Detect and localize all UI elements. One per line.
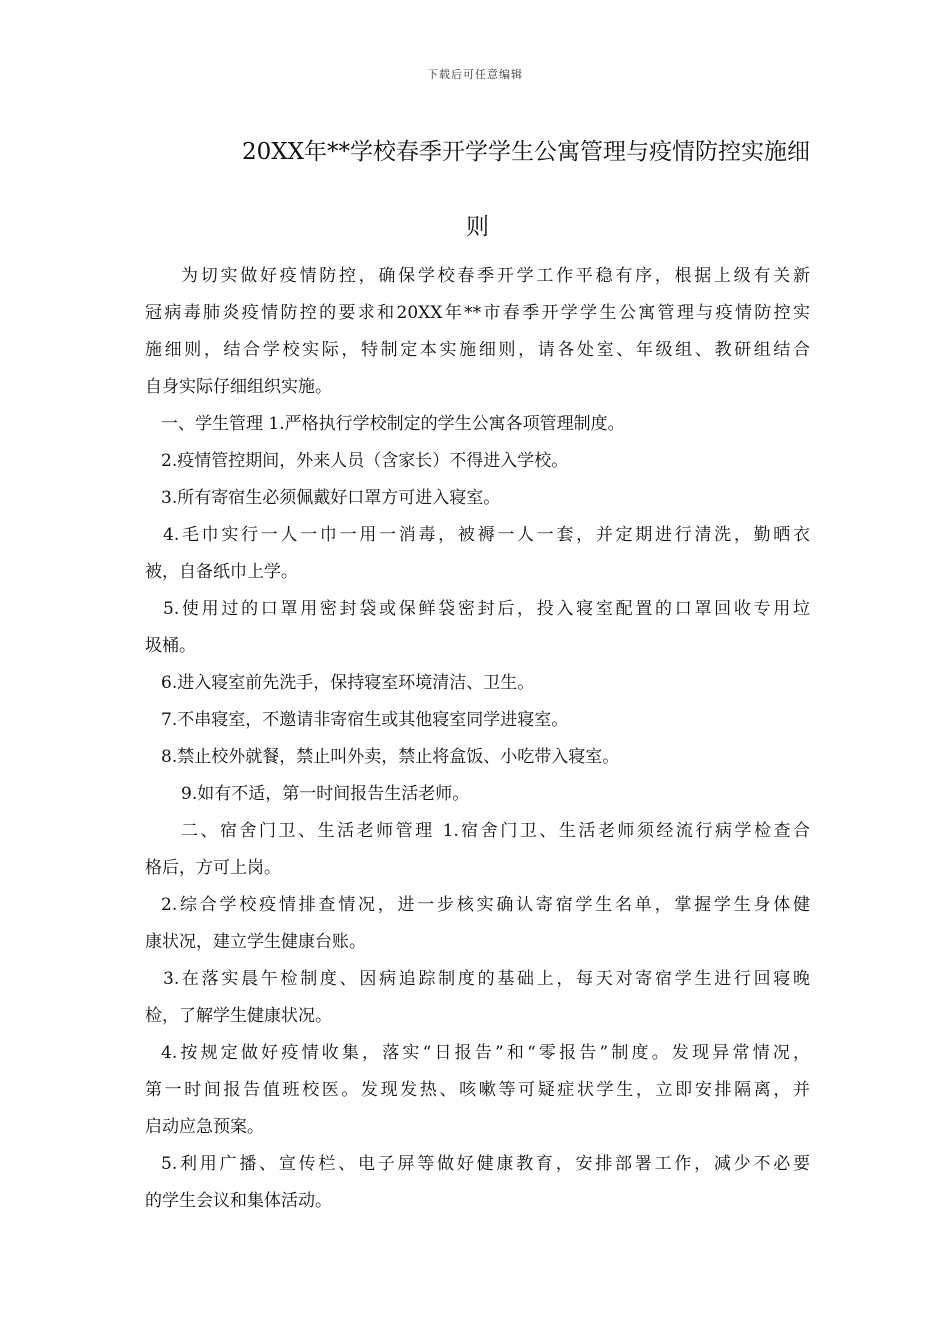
body-line: 冠病毒肺炎疫情防控的要求和20XX年**市春季开学学生公寓管理与疫情防控实	[145, 303, 810, 323]
body-line: 被，自备纸巾上学。	[145, 562, 298, 582]
body-line: 5.使用过的口罩用密封袋或保鲜袋密封后，投入寝室配置的口罩回收专用垃	[163, 599, 810, 619]
body-line: 二、宿舍门卫、生活老师管理 1.宿舍门卫、生活老师须经流行病学检查合	[181, 821, 810, 841]
body-line: 自身实际仔细组织实施。	[145, 377, 332, 397]
body-line: 3.所有寄宿生必须佩戴好口罩方可进入寝室。	[161, 488, 501, 508]
document-title-line-1: 20XX年**学校春季开学学生公寓管理与疫情防控实施细	[241, 139, 810, 165]
body-line: 的学生会议和集体活动。	[145, 1191, 332, 1211]
document-title-line-2: 则	[466, 214, 489, 240]
body-line: 8.禁止校外就餐，禁止叫外卖，禁止将盒饭、小吃带入寝室。	[161, 747, 620, 767]
page-header: 下载后可任意编辑	[427, 68, 523, 81]
body-line: 一、学生管理 1.严格执行学校制定的学生公寓各项管理制度。	[161, 414, 625, 434]
body-line: 7.不串寝室，不邀请非寄宿生或其他寝室同学进寝室。	[161, 710, 569, 730]
body-line: 为切实做好疫情防控，确保学校春季开学工作平稳有序，根据上级有关新	[181, 266, 810, 286]
body-line: 2.疫情管控期间，外来人员（含家长）不得进入学校。	[161, 451, 569, 471]
body-line: 启动应急预案。	[145, 1117, 264, 1137]
body-line: 2.综合学校疫情排查情况，进一步核实确认寄宿学生名单，掌握学生身体健	[161, 895, 810, 915]
document-body	[145, 258, 810, 1220]
body-line: 3.在落实晨午检制度、因病追踪制度的基础上，每天对寄宿学生进行回寝晚	[163, 969, 810, 989]
body-line: 圾桶。	[145, 636, 196, 656]
body-line: 康状况，建立学生健康台账。	[145, 932, 366, 952]
body-line: 格后，方可上岗。	[145, 858, 281, 878]
body-line: 第一时间报告值班校医。发现发热、咳嗽等可疑症状学生，立即安排隔离，并	[145, 1080, 810, 1100]
body-line: 5.利用广播、宣传栏、电子屏等做好健康教育，安排部署工作，减少不必要	[161, 1154, 810, 1174]
body-line: 4.按规定做好疫情收集，落实“日报告”和“零报告”制度。发现异常情况，	[161, 1043, 810, 1063]
body-line: 4.毛巾实行一人一巾一用一消毒，被褥一人一套，并定期进行清洗，勤晒衣	[163, 525, 810, 545]
body-line: 施细则，结合学校实际，特制定本实施细则，请各处室、年级组、教研组结合	[145, 340, 810, 360]
body-line: 9.如有不适，第一时间报告生活老师。	[181, 784, 470, 804]
body-line: 6.进入寝室前先洗手，保持寝室环境清洁、卫生。	[161, 673, 535, 693]
body-line: 检，了解学生健康状况。	[145, 1006, 332, 1026]
